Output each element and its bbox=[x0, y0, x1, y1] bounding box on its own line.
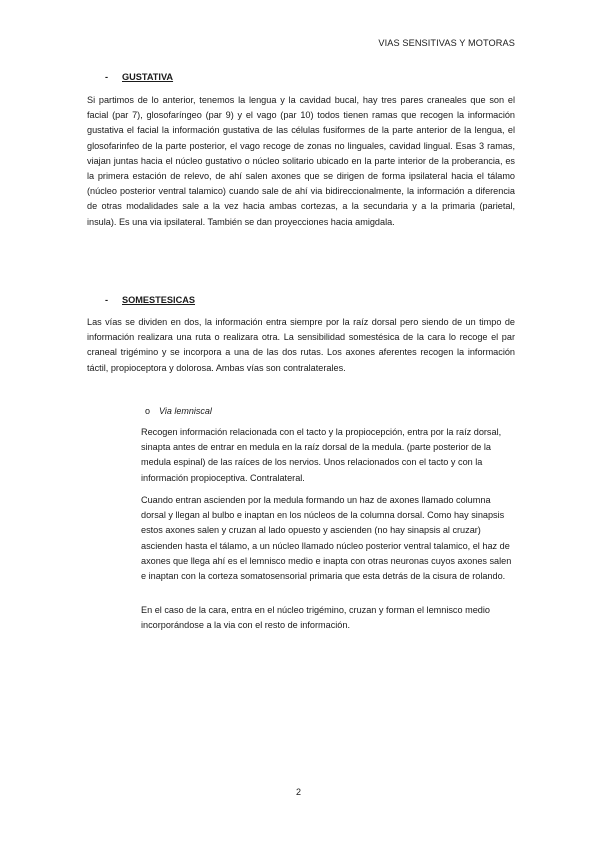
subsection-paragraph-3: En el caso de la cara, entra en el núcleo trigémino, cruzan y forman el lemnisco medio incorporándose a la via con el resto de información. bbox=[141, 605, 490, 631]
section-title: GUSTATIVA bbox=[122, 72, 174, 82]
list-dash: - bbox=[105, 72, 109, 82]
section-heading-somestesicas bbox=[105, 295, 195, 305]
subsection-paragraph-1: Recogen información relacionada con el tacto y la propiocepción, entra por la raíz dorsal, sinapta antes de entrar en medula en la raíz dorsal de la medula. (parte posterior de la medula espinal) de las raíces de los nervios. Unos relacionados con el tacto y con la información propioceptiva. Contralateral. bbox=[141, 427, 502, 483]
bullet-icon: o bbox=[145, 406, 151, 416]
section-paragraph-somestesicas: Las vías se dividen en dos, la información entra siempre por la raíz dorsal pero siendo de un timpo de información realizara una ruta o realizara otra. La sensibilidad somestésica de la cara lo recoge el par craneal trigémino y se incorpora a una de las dos rutas. Los axones aferentes recogen la información táctil, propioceptora y dolorosa. Ambas vías son contralaterales. bbox=[87, 317, 515, 373]
section-paragraph-gustativa: Si partimos de lo anterior, tenemos la lengua y la cavidad bucal, hay tres pares craneales que son el facial (par 7), glosofaríngeo (par 9) y el vago (par 10) todos tienen ramas que recogen la información gustativa el facial la información gustativa de las células fusiformes de la parte anterior de la lengua, el glosofarinfeo de la parte posterior, el vago recoge de zonas no linguales, cavidad lingual. Esas 3 ramas, viajan juntas hacia el núcleo gustativo o núcleo solitario ubicado en la parte interior de la proberancia, es la primera estación de relevo, de ahí salen axones que se dirigen de forma ipsilateral hacia el tálamo (núcleo posterior ventral talamico) cuando sale de ahí via bidireccionalmente, la información a diferencia de otras modalidades sale a la vez hacia ambas cortezas, a la secundaria y a la primaria (parietal, insula). Es una via ipsilateral. También se dan proyecciones hacia amigdala. bbox=[87, 95, 515, 227]
list-dash: - bbox=[105, 295, 109, 305]
running-header: VIAS SENSITIVAS Y MOTORAS bbox=[378, 38, 515, 48]
page-number: 2 bbox=[296, 787, 302, 797]
section-title: SOMESTESICAS bbox=[122, 295, 196, 305]
subsection-title: Via lemniscal bbox=[159, 406, 212, 416]
subsection-paragraph-2: Cuando entran ascienden por la medula formando un haz de axones llamado columna dorsal y llegan al bulbo e inaptan en los núcleos de la columna dorsal. Como hay sinapsis estos axones salen y cruzan al lado opuesto y ascienden (no hay sinapsis al cruzar) ascienden hasta el tálamo, a un núcleo llamado núcleo posterior ventral talamico, el haz de axones que llega ahí es el lemnisco medio e inapta con otras neuronas cuyos axones salen e inaptan con la corteza somatosensorial primaria que esta detrás de la cisura de rolando. bbox=[141, 495, 512, 582]
subsection-heading-via-lemniscal bbox=[145, 406, 212, 416]
section-heading-gustativa bbox=[105, 72, 173, 82]
